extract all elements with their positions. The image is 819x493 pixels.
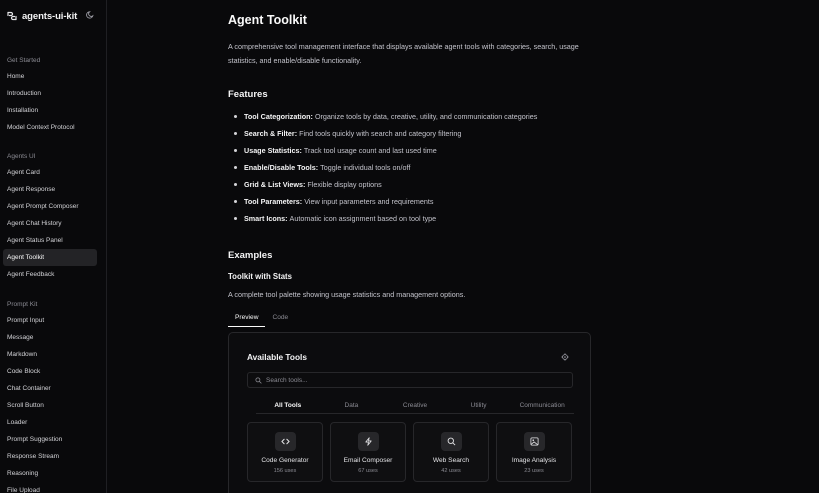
feature-text: Flexible display options <box>307 180 382 189</box>
page-description: A comprehensive tool management interface that displays available agent tools with categories, search, usage statistics, and enable/disable functionality. <box>228 42 579 65</box>
category-tabs <box>256 397 574 414</box>
sidebar-item-agent-feedback[interactable]: Agent Feedback <box>7 271 55 278</box>
example-description: A complete tool palette showing usage statistics and management options. <box>228 290 466 299</box>
search-box <box>247 372 573 388</box>
list-item <box>234 210 537 227</box>
bullet <box>234 200 237 203</box>
bullet <box>234 149 237 152</box>
bullet <box>234 183 237 186</box>
brand-name: agents-ui-kit <box>22 10 78 22</box>
examples-heading: Examples <box>228 250 273 261</box>
nav-group-prompt-kit <box>0 298 107 493</box>
list-item <box>234 142 537 159</box>
sidebar-item-message[interactable]: Message <box>7 334 34 341</box>
image-icon <box>524 432 545 451</box>
nav-group-get-started <box>0 54 107 136</box>
sidebar-item-model-context-protocol[interactable]: Model Context Protocol <box>7 124 75 131</box>
search-icon <box>255 377 262 384</box>
tab-utility[interactable]: Utility <box>470 402 487 409</box>
list-item <box>234 193 537 210</box>
sidebar-item-agent-toolkit[interactable]: Agent Toolkit <box>3 249 97 266</box>
example-title: Toolkit with Stats <box>228 272 292 281</box>
tab-all-tools[interactable]: All Tools <box>274 402 302 409</box>
toolkit-preview-panel <box>228 332 591 493</box>
tool-name: Code Generator <box>261 457 309 464</box>
bullet <box>234 166 237 169</box>
list-item <box>234 125 537 142</box>
nav-heading: Prompt Kit <box>7 301 38 308</box>
sidebar-item-agent-card[interactable]: Agent Card <box>7 169 40 176</box>
tool-card-code-generator[interactable] <box>247 422 323 482</box>
code-icon <box>275 432 296 451</box>
bullet <box>234 217 237 220</box>
sidebar-item-code-block[interactable]: Code Block <box>7 368 41 375</box>
feature-label: Tool Categorization: <box>244 112 313 121</box>
link-logo-icon <box>6 10 18 22</box>
tool-name: Email Composer <box>343 457 393 464</box>
tab-data[interactable]: Data <box>344 402 359 409</box>
tool-grid <box>247 422 572 482</box>
sidebar-item-agent-status-panel[interactable]: Agent Status Panel <box>7 237 63 244</box>
preview-code-tabs <box>228 309 592 327</box>
zap-icon <box>358 432 379 451</box>
features-heading: Features <box>228 89 268 100</box>
tool-uses: 23 uses <box>524 468 544 474</box>
bullet <box>234 115 237 118</box>
sidebar-item-response-stream[interactable]: Response Stream <box>7 453 60 460</box>
tab-communication[interactable]: Communication <box>519 402 565 409</box>
nav-heading: Get Started <box>7 57 41 64</box>
sidebar-item-introduction[interactable]: Introduction <box>7 90 41 97</box>
tool-name: Image Analysis <box>511 457 557 464</box>
page-title: Agent Toolkit <box>228 13 307 27</box>
moon-icon[interactable] <box>86 10 95 19</box>
sidebar-item-chat-container[interactable]: Chat Container <box>7 385 51 392</box>
sidebar-item-prompt-input[interactable]: Prompt Input <box>7 317 45 324</box>
feature-list <box>234 108 537 227</box>
sidebar-item-prompt-suggestion[interactable]: Prompt Suggestion <box>7 436 63 443</box>
tool-card-web-search[interactable] <box>413 422 489 482</box>
sidebar-item-agent-response[interactable]: Agent Response <box>7 186 56 193</box>
feature-label: Grid & List Views: <box>244 180 306 189</box>
nav-heading: Agents UI <box>7 153 36 160</box>
feature-label: Enable/Disable Tools: <box>244 163 319 172</box>
sidebar-item-loader[interactable]: Loader <box>7 419 28 426</box>
tool-card-email-composer[interactable] <box>330 422 406 482</box>
feature-text: Toggle individual tools on/off <box>320 163 411 172</box>
tool-card-image-analysis[interactable] <box>496 422 572 482</box>
feature-label: Usage Statistics: <box>244 146 302 155</box>
search-input[interactable] <box>266 377 566 384</box>
sidebar <box>0 0 107 493</box>
list-item <box>234 159 537 176</box>
list-item <box>234 176 537 193</box>
tool-uses: 42 uses <box>441 468 461 474</box>
feature-text: View input parameters and requirements <box>304 197 434 206</box>
feature-text: Automatic icon assignment based on tool type <box>289 214 437 223</box>
feature-label: Tool Parameters: <box>244 197 303 206</box>
tool-name: Web Search <box>432 457 470 464</box>
sidebar-item-markdown[interactable]: Markdown <box>7 351 37 358</box>
sidebar-item-agent-chat-history[interactable]: Agent Chat History <box>7 220 62 227</box>
sidebar-item-scroll-button[interactable]: Scroll Button <box>7 402 44 409</box>
feature-text: Find tools quickly with search and category filtering <box>299 129 462 138</box>
tab-code[interactable]: Code <box>272 314 289 321</box>
tab-preview[interactable]: Preview <box>228 309 265 327</box>
panel-title: Available Tools <box>247 352 307 362</box>
list-item <box>234 108 537 125</box>
nav-group-agents-ui <box>0 150 107 283</box>
sidebar-item-agent-prompt-composer[interactable]: Agent Prompt Composer <box>7 203 79 210</box>
gear-icon[interactable] <box>561 353 569 361</box>
feature-label: Search & Filter: <box>244 129 298 138</box>
search-icon <box>441 432 462 451</box>
feature-text: Organize tools by data, creative, utility, and communication categories <box>314 112 538 121</box>
feature-text: Track tool usage count and last used time <box>303 146 437 155</box>
feature-label: Smart Icons: <box>244 214 288 223</box>
tool-uses: 156 uses <box>273 468 297 474</box>
sidebar-item-file-upload[interactable]: File Upload <box>7 487 40 493</box>
bullet <box>234 132 237 135</box>
sidebar-item-installation[interactable]: Installation <box>7 107 39 114</box>
tool-uses: 67 uses <box>358 468 378 474</box>
sidebar-item-home[interactable]: Home <box>7 73 25 80</box>
sidebar-item-reasoning[interactable]: Reasoning <box>7 470 39 477</box>
tab-creative[interactable]: Creative <box>402 402 428 409</box>
